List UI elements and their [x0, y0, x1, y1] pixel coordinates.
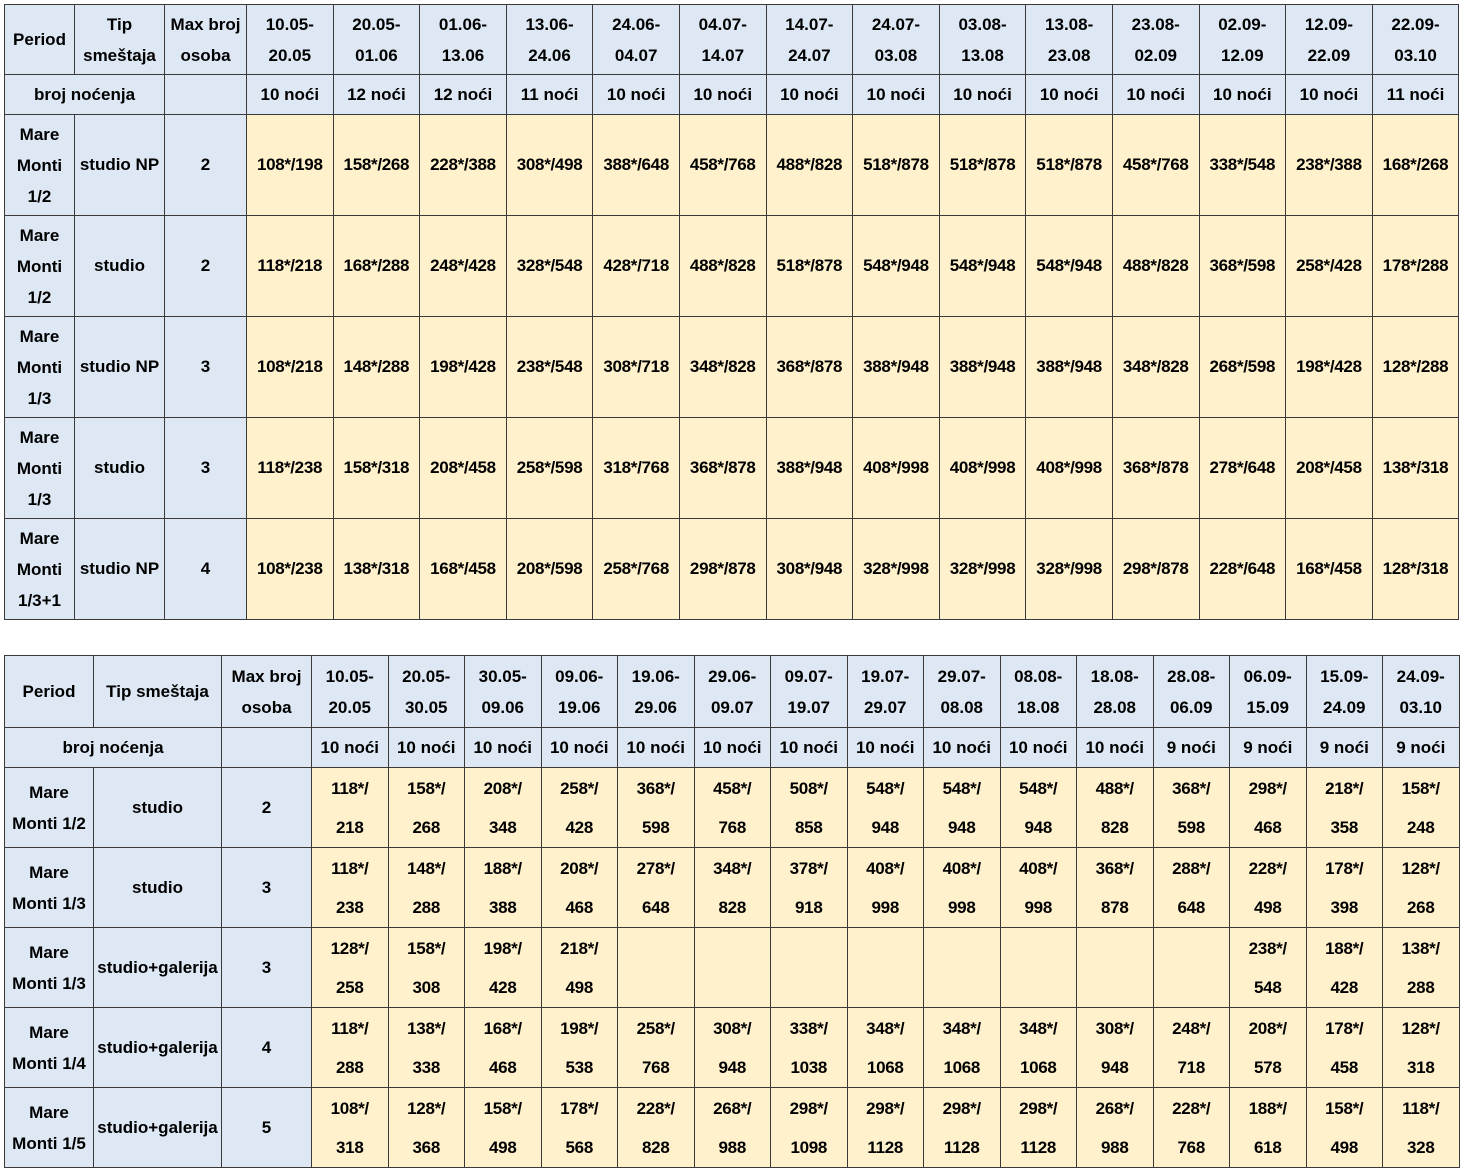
price-cell: 138*/ 338: [388, 1008, 465, 1088]
accommodation-name: Mare Monti 1/3: [5, 848, 94, 928]
price-cell: 128*/ 368: [388, 1088, 465, 1168]
price-cell: 518*/878: [766, 216, 853, 317]
price-cell: [618, 928, 695, 1008]
nights-cell: 10 noći: [771, 728, 848, 768]
nights-cell: 9 noći: [1383, 728, 1460, 768]
period-date-header: 09.06- 19.06: [541, 656, 618, 728]
max-persons: 2: [165, 115, 247, 216]
price-cell: 368*/ 598: [618, 768, 695, 848]
accommodation-type: studio: [75, 418, 165, 519]
price-cell: 228*/388: [420, 115, 507, 216]
price-cell: 198*/428: [420, 317, 507, 418]
header-row: [5, 656, 1460, 728]
table-row: [5, 1008, 1460, 1088]
nights-cell: 10 noći: [1199, 75, 1286, 115]
price-cell: 168*/458: [420, 519, 507, 620]
nights-cell: 10 noći: [853, 75, 940, 115]
price-cell: 308*/948: [766, 519, 853, 620]
price-cell: 368*/878: [766, 317, 853, 418]
price-cell: 258*/598: [506, 418, 593, 519]
period-date-header: 29.07- 08.08: [924, 656, 1001, 728]
price-cell: 408*/998: [1026, 418, 1113, 519]
price-cell: 118*/ 288: [312, 1008, 389, 1088]
period-date-header: 13.06- 24.06: [506, 5, 593, 75]
price-cell: 458*/768: [679, 115, 766, 216]
max-persons: 3: [165, 418, 247, 519]
nights-cell: 10 noći: [939, 75, 1026, 115]
price-cell: 298*/ 468: [1230, 768, 1307, 848]
price-cell: 338*/ 1038: [771, 1008, 848, 1088]
price-cell: 488*/828: [679, 216, 766, 317]
price-cell: 328*/998: [939, 519, 1026, 620]
nights-cell: 10 noći: [312, 728, 389, 768]
accommodation-name: Mare Monti 1/2: [5, 115, 75, 216]
price-cell: 308*/ 948: [1077, 1008, 1154, 1088]
price-cell: 278*/ 648: [618, 848, 695, 928]
nights-cell: 10 noći: [1112, 75, 1199, 115]
price-cell: 188*/ 428: [1306, 928, 1383, 1008]
price-cell: 458*/768: [1112, 115, 1199, 216]
price-cell: 158*/268: [333, 115, 420, 216]
type-header: Tip smeštaja: [75, 5, 165, 75]
price-cell: 318*/768: [593, 418, 680, 519]
period-date-header: 20.05- 01.06: [333, 5, 420, 75]
nights-cell: 10 noći: [618, 728, 695, 768]
max-persons: 3: [222, 928, 312, 1008]
price-cell: 198*/ 428: [465, 928, 542, 1008]
price-cell: 228*/ 828: [618, 1088, 695, 1168]
table-row: [5, 115, 1459, 216]
nights-cell: 10 noći: [679, 75, 766, 115]
period-date-header: 01.06- 13.06: [420, 5, 507, 75]
nights-cell: 10 noći: [924, 728, 1001, 768]
period-date-header: 20.05- 30.05: [388, 656, 465, 728]
price-cell: 328*/998: [1026, 519, 1113, 620]
price-cell: 308*/498: [506, 115, 593, 216]
max-persons: 3: [165, 317, 247, 418]
nights-cell: 10 noći: [694, 728, 771, 768]
price-cell: 188*/ 618: [1230, 1088, 1307, 1168]
price-cell: 328*/548: [506, 216, 593, 317]
price-cell: 228*/648: [1199, 519, 1286, 620]
price-cell: 118*/ 238: [312, 848, 389, 928]
price-cell: 388*/948: [766, 418, 853, 519]
price-cell: 128*/318: [1372, 519, 1459, 620]
price-cell: 368*/ 598: [1153, 768, 1230, 848]
table-row: [5, 317, 1459, 418]
max-persons: 2: [165, 216, 247, 317]
price-cell: 208*/ 348: [465, 768, 542, 848]
nights-cell: 10 noći: [766, 75, 853, 115]
table-row: [5, 928, 1460, 1008]
price-cell: 408*/ 998: [847, 848, 924, 928]
nights-cell: 10 noći: [1000, 728, 1077, 768]
table-row: [5, 216, 1459, 317]
price-cell: 108*/198: [247, 115, 334, 216]
price-cell: 208*/458: [420, 418, 507, 519]
price-cell: [1000, 928, 1077, 1008]
price-cell: 298*/878: [679, 519, 766, 620]
price-cell: 268*/ 988: [694, 1088, 771, 1168]
price-cell: 148*/288: [333, 317, 420, 418]
price-cell: 548*/ 948: [924, 768, 1001, 848]
price-cell: 288*/ 648: [1153, 848, 1230, 928]
nights-cell: 9 noći: [1153, 728, 1230, 768]
price-cell: [1077, 928, 1154, 1008]
table-row: [5, 1088, 1460, 1168]
price-cell: 208*/458: [1286, 418, 1373, 519]
price-cell: 238*/388: [1286, 115, 1373, 216]
nights-cell: 9 noći: [1230, 728, 1307, 768]
nights-cell: 10 noći: [847, 728, 924, 768]
accommodation-type: studio NP: [75, 115, 165, 216]
period-date-header: 10.05- 20.05: [247, 5, 334, 75]
price-cell: 458*/ 768: [694, 768, 771, 848]
period-date-header: 24.07- 03.08: [853, 5, 940, 75]
period-date-header: 10.05- 20.05: [312, 656, 389, 728]
price-cell: 188*/ 388: [465, 848, 542, 928]
table-row: [5, 418, 1459, 519]
nights-cell: 10 noći: [593, 75, 680, 115]
price-table-2: [4, 655, 1460, 1168]
max-persons: 5: [222, 1088, 312, 1168]
accommodation-type: studio: [94, 768, 222, 848]
price-cell: 168*/288: [333, 216, 420, 317]
price-cell: 308*/ 948: [694, 1008, 771, 1088]
price-cell: 158*/ 498: [465, 1088, 542, 1168]
price-cell: 178*/ 398: [1306, 848, 1383, 928]
period-date-header: 23.08- 02.09: [1112, 5, 1199, 75]
price-cell: 108*/238: [247, 519, 334, 620]
price-cell: 228*/ 768: [1153, 1088, 1230, 1168]
price-cell: 348*/ 1068: [847, 1008, 924, 1088]
price-cell: 298*/ 1098: [771, 1088, 848, 1168]
price-cell: 488*/828: [1112, 216, 1199, 317]
price-cell: [771, 928, 848, 1008]
nights-cell: 10 noći: [388, 728, 465, 768]
nights-empty-cell: [222, 728, 312, 768]
max-persons: 3: [222, 848, 312, 928]
price-cell: 338*/548: [1199, 115, 1286, 216]
accommodation-name: Mare Monti 1/4: [5, 1008, 94, 1088]
nights-cell: 11 noći: [506, 75, 593, 115]
price-cell: 238*/ 548: [1230, 928, 1307, 1008]
price-cell: 388*/648: [593, 115, 680, 216]
nights-cell: 10 noći: [247, 75, 334, 115]
price-cell: 228*/ 498: [1230, 848, 1307, 928]
price-cell: 118*/ 328: [1383, 1088, 1460, 1168]
price-cell: 368*/878: [679, 418, 766, 519]
price-cell: 348*/828: [1112, 317, 1199, 418]
price-cell: 368*/878: [1112, 418, 1199, 519]
price-cell: 408*/998: [853, 418, 940, 519]
accommodation-name: Mare Monti 1/3: [5, 418, 75, 519]
max-persons-header: Max broj osoba: [222, 656, 312, 728]
period-date-header: 13.08- 23.08: [1026, 5, 1113, 75]
price-cell: 488*/828: [766, 115, 853, 216]
price-cell: 308*/718: [593, 317, 680, 418]
price-cell: 178*/ 458: [1306, 1008, 1383, 1088]
price-cell: 258*/ 428: [541, 768, 618, 848]
price-cell: 138*/318: [333, 519, 420, 620]
table-row: [5, 848, 1460, 928]
price-cell: 118*/238: [247, 418, 334, 519]
price-cell: 208*/598: [506, 519, 593, 620]
price-cell: 548*/948: [1026, 216, 1113, 317]
table-row: [5, 519, 1459, 620]
price-cell: 428*/718: [593, 216, 680, 317]
nights-label: broj noćenja: [5, 75, 165, 115]
price-cell: 168*/ 468: [465, 1008, 542, 1088]
price-cell: 278*/648: [1199, 418, 1286, 519]
price-cell: 258*/428: [1286, 216, 1373, 317]
max-persons: 2: [222, 768, 312, 848]
price-cell: 158*/ 248: [1383, 768, 1460, 848]
price-cell: 348*/ 1068: [924, 1008, 1001, 1088]
table-row: [5, 768, 1460, 848]
period-header: Period: [5, 656, 94, 728]
accommodation-name: Mare Monti 1/3: [5, 928, 94, 1008]
nights-cell: 10 noći: [1077, 728, 1154, 768]
nights-label: broj noćenja: [5, 728, 222, 768]
accommodation-name: Mare Monti 1/5: [5, 1088, 94, 1168]
price-cell: 328*/998: [853, 519, 940, 620]
price-cell: 298*/ 1128: [847, 1088, 924, 1168]
price-cell: 548*/ 948: [847, 768, 924, 848]
price-cell: 208*/ 578: [1230, 1008, 1307, 1088]
price-cell: 218*/ 498: [541, 928, 618, 1008]
price-cell: 118*/ 218: [312, 768, 389, 848]
nights-cell: 10 noći: [1026, 75, 1113, 115]
nights-cell: 10 noći: [1286, 75, 1373, 115]
period-date-header: 14.07- 24.07: [766, 5, 853, 75]
price-cell: 168*/458: [1286, 519, 1373, 620]
price-cell: 408*/998: [939, 418, 1026, 519]
price-cell: 368*/598: [1199, 216, 1286, 317]
accommodation-name: Mare Monti 1/3: [5, 317, 75, 418]
price-cell: 118*/218: [247, 216, 334, 317]
accommodation-type: studio: [94, 848, 222, 928]
period-date-header: 19.07- 29.07: [847, 656, 924, 728]
price-cell: 268*/598: [1199, 317, 1286, 418]
price-cell: 298*/ 1128: [924, 1088, 1001, 1168]
price-cell: 158*/ 308: [388, 928, 465, 1008]
accommodation-type: studio: [75, 216, 165, 317]
price-cell: 148*/ 288: [388, 848, 465, 928]
price-cell: 158*/ 268: [388, 768, 465, 848]
nights-cell: 10 noći: [465, 728, 542, 768]
max-persons: 4: [165, 519, 247, 620]
price-cell: 168*/268: [1372, 115, 1459, 216]
period-date-header: 24.09- 03.10: [1383, 656, 1460, 728]
price-cell: 248*/428: [420, 216, 507, 317]
nights-cell: 11 noći: [1372, 75, 1459, 115]
price-cell: 128*/ 258: [312, 928, 389, 1008]
accommodation-name: Mare Monti 1/3+1: [5, 519, 75, 620]
period-date-header: 18.08- 28.08: [1077, 656, 1154, 728]
type-header: Tip smeštaja: [94, 656, 222, 728]
price-cell: 298*/878: [1112, 519, 1199, 620]
price-cell: 408*/ 998: [924, 848, 1001, 928]
price-cell: 128*/ 268: [1383, 848, 1460, 928]
period-header: Period: [5, 5, 75, 75]
price-cell: 348*/828: [679, 317, 766, 418]
price-cell: 348*/ 1068: [1000, 1008, 1077, 1088]
price-cell: 488*/ 828: [1077, 768, 1154, 848]
accommodation-type: studio NP: [75, 317, 165, 418]
nights-row: [5, 75, 1459, 115]
period-date-header: 02.09- 12.09: [1199, 5, 1286, 75]
price-cell: 378*/ 918: [771, 848, 848, 928]
price-table-1: [4, 4, 1459, 620]
price-cell: [1153, 928, 1230, 1008]
price-cell: 548*/948: [853, 216, 940, 317]
price-cell: 508*/ 858: [771, 768, 848, 848]
price-cell: 298*/ 1128: [1000, 1088, 1077, 1168]
price-cell: 258*/768: [593, 519, 680, 620]
period-date-header: 22.09- 03.10: [1372, 5, 1459, 75]
price-cell: 348*/ 828: [694, 848, 771, 928]
period-date-header: 09.07- 19.07: [771, 656, 848, 728]
price-cell: 388*/948: [939, 317, 1026, 418]
price-cell: 178*/288: [1372, 216, 1459, 317]
period-date-header: 19.06- 29.06: [618, 656, 695, 728]
price-cell: 408*/ 998: [1000, 848, 1077, 928]
max-persons-header: Max broj osoba: [165, 5, 247, 75]
price-cell: 138*/318: [1372, 418, 1459, 519]
price-cell: 238*/548: [506, 317, 593, 418]
price-cell: 138*/ 288: [1383, 928, 1460, 1008]
price-cell: 518*/878: [939, 115, 1026, 216]
price-cell: 158*/318: [333, 418, 420, 519]
price-cell: 248*/ 718: [1153, 1008, 1230, 1088]
price-cell: 208*/ 468: [541, 848, 618, 928]
accommodation-type: studio+galerija: [94, 928, 222, 1008]
price-cell: 158*/ 498: [1306, 1088, 1383, 1168]
nights-cell: 12 noći: [420, 75, 507, 115]
period-date-header: 28.08- 06.09: [1153, 656, 1230, 728]
nights-cell: 9 noći: [1306, 728, 1383, 768]
price-cell: 548*/ 948: [1000, 768, 1077, 848]
price-cell: 198*/ 538: [541, 1008, 618, 1088]
price-cell: 128*/288: [1372, 317, 1459, 418]
period-date-header: 03.08- 13.08: [939, 5, 1026, 75]
price-cell: 128*/ 318: [1383, 1008, 1460, 1088]
price-cell: 218*/ 358: [1306, 768, 1383, 848]
period-date-header: 29.06- 09.07: [694, 656, 771, 728]
max-persons: 4: [222, 1008, 312, 1088]
price-cell: 108*/218: [247, 317, 334, 418]
nights-cell: 10 noći: [541, 728, 618, 768]
nights-cell: 12 noći: [333, 75, 420, 115]
period-date-header: 04.07- 14.07: [679, 5, 766, 75]
period-date-header: 24.06- 04.07: [593, 5, 680, 75]
accommodation-type: studio+galerija: [94, 1008, 222, 1088]
period-date-header: 08.08- 18.08: [1000, 656, 1077, 728]
price-cell: 548*/948: [939, 216, 1026, 317]
period-date-header: 12.09- 22.09: [1286, 5, 1373, 75]
price-cell: [694, 928, 771, 1008]
price-cell: 258*/ 768: [618, 1008, 695, 1088]
header-row: [5, 5, 1459, 75]
price-cell: [847, 928, 924, 1008]
price-cell: 108*/ 318: [312, 1088, 389, 1168]
accommodation-name: Mare Monti 1/2: [5, 216, 75, 317]
period-date-header: 15.09- 24.09: [1306, 656, 1383, 728]
nights-empty-cell: [165, 75, 247, 115]
price-cell: 198*/428: [1286, 317, 1373, 418]
price-cell: 518*/878: [1026, 115, 1113, 216]
price-cell: 388*/948: [853, 317, 940, 418]
price-cell: [924, 928, 1001, 1008]
price-cell: 518*/878: [853, 115, 940, 216]
accommodation-type: studio NP: [75, 519, 165, 620]
accommodation-type: studio+galerija: [94, 1088, 222, 1168]
period-date-header: 06.09- 15.09: [1230, 656, 1307, 728]
price-cell: 368*/ 878: [1077, 848, 1154, 928]
price-cell: 268*/ 988: [1077, 1088, 1154, 1168]
price-cell: 178*/ 568: [541, 1088, 618, 1168]
price-cell: 388*/948: [1026, 317, 1113, 418]
accommodation-name: Mare Monti 1/2: [5, 768, 94, 848]
nights-row: [5, 728, 1460, 768]
period-date-header: 30.05- 09.06: [465, 656, 542, 728]
